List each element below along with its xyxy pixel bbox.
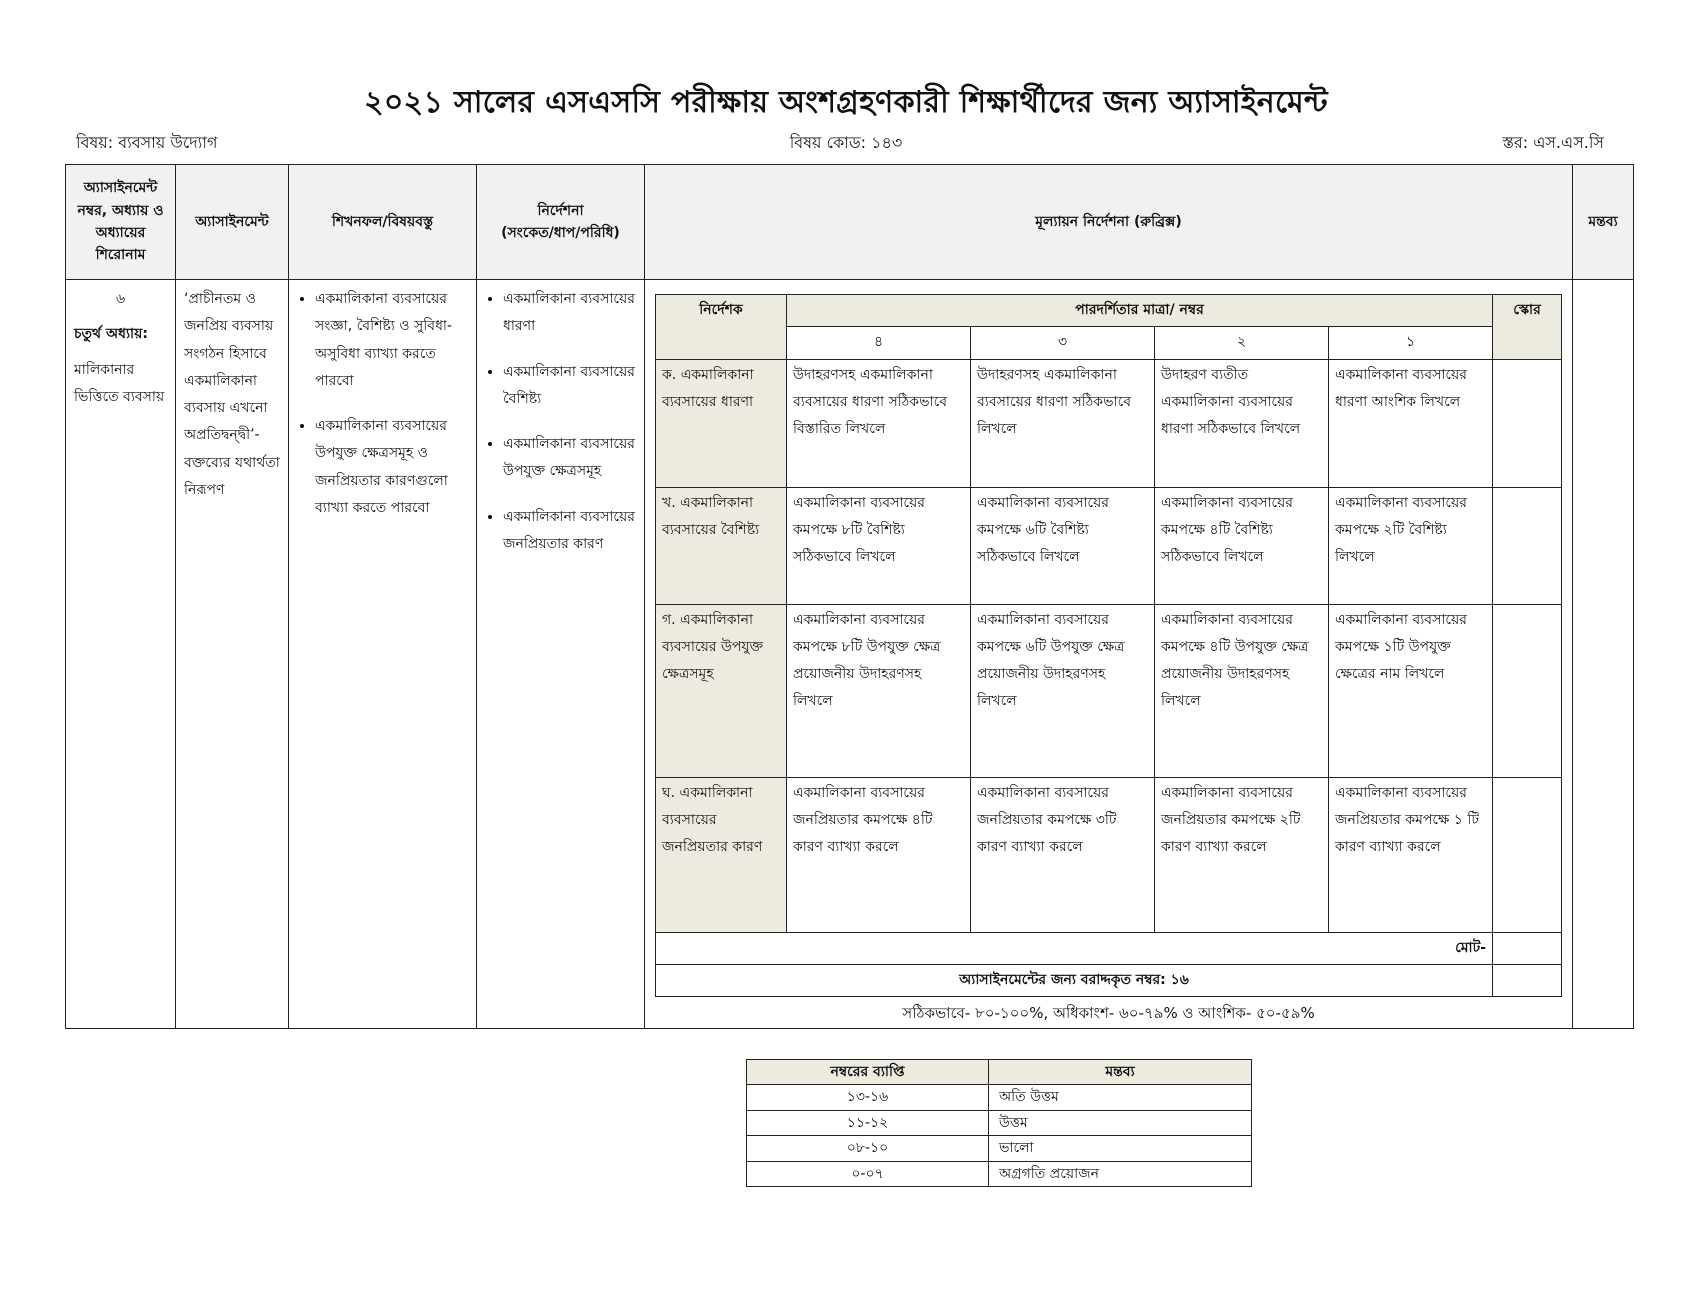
grade-row — [747, 1085, 1252, 1110]
rubric-criterion: ঘ. একমালিকানা ব্যবসায়ের জনপ্রিয়তার কারণ — [656, 777, 787, 932]
rubric-cell-level4: একমালিকানা ব্যবসায়ের কমপক্ষে ৮টি উপযুক্ত ক্ষেত্র প্রয়োজনীয় উদাহরণসহ লিখলে — [787, 604, 971, 777]
grade-remark: উত্তম — [989, 1110, 1252, 1135]
instruction-item: • একমালিকানা ব্যবসায়ের বৈশিষ্ট্য — [503, 359, 636, 414]
grade-range-table — [746, 1059, 1252, 1187]
rubric-cell-level4: উদাহরণসহ একমালিকানা ব্যবসায়ের ধারণা সঠিকভাবে বিস্তারিত লিখলে — [787, 359, 971, 487]
header-assignment: অ্যাসাইনমেন্ট — [176, 165, 289, 280]
grade-row — [747, 1136, 1252, 1161]
rubric-score-cell — [1493, 359, 1562, 487]
header-instructions-line1: নির্দেশনা — [537, 202, 584, 219]
grade-remark: অতি উত্তম — [989, 1085, 1252, 1110]
rubric-score-cell — [1493, 604, 1562, 777]
rubric-cell-level3: একমালিকানা ব্যবসায়ের কমপক্ষে ৬টি বৈশিষ্ট্য সঠিকভাবে লিখলে — [971, 487, 1155, 604]
grade-range: ১১-১২ — [747, 1110, 989, 1135]
outcome-item: • একমালিকানা ব্যবসায়ের উপযুক্ত ক্ষেত্রসমূহ ও জনপ্রিয়তার কারণগুলো ব্যাখ্যা করতে পারবো — [315, 413, 468, 522]
grade-range: ০৮-১০ — [747, 1136, 989, 1161]
instructions-cell — [477, 280, 645, 1029]
rubric-cell-level4: একমালিকানা ব্যবসায়ের কমপক্ষে ৮টি বৈশিষ্ট্য সঠিকভাবে লিখলে — [787, 487, 971, 604]
rubric-cell — [645, 280, 1573, 1029]
header-learning-outcome: শিখনফল/বিষয়বস্তু — [289, 165, 477, 280]
outcomes-cell — [289, 280, 477, 1029]
rubric-cell-level1: একমালিকানা ব্যবসায়ের কমপক্ষে ২টি বৈশিষ্ট্য লিখলে — [1329, 487, 1493, 604]
rubric-total-score — [1493, 932, 1562, 964]
outcomes-list — [297, 286, 468, 522]
chapter-cell — [66, 280, 176, 1029]
level-label: স্তর: এস.এস.সি — [1502, 133, 1604, 152]
header-remark: মন্তব্য — [1573, 165, 1634, 280]
rubric-cell-level2: একমালিকানা ব্যবসায়ের কমপক্ষে ৪টি উপযুক্ত ক্ষেত্র প্রয়োজনীয় উদাহরণসহ লিখলে — [1155, 604, 1329, 777]
rubric-criterion: গ. একমালিকানা ব্যবসায়ের উপযুক্ত ক্ষেত্রসমূহ — [656, 604, 787, 777]
rubric-cell-level2: উদাহরণ ব্যতীত একমালিকানা ব্যবসায়ের ধারণা সঠিকভাবে লিখলে — [1155, 359, 1329, 487]
rubric-cell-level1: একমালিকানা ব্যবসায়ের জনপ্রিয়তার কমপক্ষে ১ টি কারণ ব্যাখ্যা করলে — [1329, 777, 1493, 932]
document-title: ২০২১ সালের এসএসসি পরীক্ষায় অংশগ্রহণকারী শিক্ষার্থীদের জন্য অ্যাসাইনমেন্ট — [364, 85, 1328, 120]
rubric-criteria-header: নির্দেশক — [656, 295, 787, 360]
rubric-score-cell — [1493, 487, 1562, 604]
rubric-cell-level2: একমালিকানা ব্যবসায়ের কমপক্ষে ৪টি বৈশিষ্ট্য সঠিকভাবে লিখলে — [1155, 487, 1329, 604]
instruction-item: • একমালিকানা ব্যবসায়ের উপযুক্ত ক্ষেত্রসমূহ — [503, 431, 636, 486]
rubric-cell-level3: একমালিকানা ব্যবসায়ের জনপ্রিয়তার কমপক্ষে ৩টি কারণ ব্যাখ্যা করলে — [971, 777, 1155, 932]
header-instructions-line2: (সংকেত/ধাপ/পরিধি) — [501, 225, 620, 241]
rubric-criterion: ক. একমালিকানা ব্যবসায়ের ধারণা — [656, 359, 787, 487]
grade-range: ১৩-১৬ — [747, 1085, 989, 1110]
instruction-item: • একমালিকানা ব্যবসায়ের ধারণা — [503, 286, 636, 341]
remark-cell — [1573, 280, 1634, 1029]
rubric-score-header: স্কোর — [1493, 295, 1562, 360]
instruction-item: • একমালিকানা ব্যবসায়ের জনপ্রিয়তার কারণ — [503, 504, 636, 559]
rubric-cell-level3: একমালিকানা ব্যবসায়ের কমপক্ষে ৬টি উপযুক্ত ক্ষেত্র প্রয়োজনীয় উদাহরণসহ লিখলে — [971, 604, 1155, 777]
rubric-cell-level4: একমালিকানা ব্যবসায়ের জনপ্রিয়তার কমপক্ষে ৪টি কারণ ব্যাখ্যা করলে — [787, 777, 971, 932]
rubric-cell-level1: একমালিকানা ব্যবসায়ের ধারণা আংশিক লিখলে — [1329, 359, 1493, 487]
assignment-text: ‘প্রাচীনতম ও জনপ্রিয় ব্যবসায় সংগঠন হিসাবে একমালিকানা ব্যবসায় এখনো অপ্রতিদ্বন্দ্বী’- বক্তব্যের যথার্থতা নিরূপণ — [184, 291, 280, 499]
rubric-cell-level3: উদাহরণসহ একমালিকানা ব্যবসায়ের ধারণা সঠিকভাবে লিখলে — [971, 359, 1155, 487]
rubric-level: ২ — [1155, 327, 1329, 359]
subject-code-label: বিষয় কোড: ১৪৩ — [789, 133, 903, 152]
rubric-allotted-marks: অ্যাসাইনমেন্টের জন্য বরাদ্দকৃত নম্বর: ১৬ — [656, 964, 1493, 996]
rubric-level: ১ — [1329, 327, 1493, 359]
grade-header-remark: মন্তব্য — [989, 1060, 1252, 1085]
header-instructions — [477, 165, 645, 280]
grade-range: ০-০৭ — [747, 1161, 989, 1186]
header-assignment-chapter: অ্যাসাইনমেন্ট নম্বর, অধ্যায় ও অধ্যায়ের শিরোনাম — [66, 165, 176, 280]
rubric-score-cell — [1493, 777, 1562, 932]
rubric-levels-header: পারদর্শিতার মাত্রা/ নম্বর — [787, 295, 1493, 327]
chapter-label: চতুর্থ অধ্যায়: — [74, 326, 148, 343]
subject-label: বিষয়: ব্যবসায় উদ্যোগ — [76, 133, 218, 152]
rubric-cell-level2: একমালিকানা ব্যবসায়ের জনপ্রিয়তার কমপক্ষে ২টি কারণ ব্যাখ্যা করলে — [1155, 777, 1329, 932]
rubric-level: ৪ — [787, 327, 971, 359]
header-evaluation: মূল্যায়ন নির্দেশনা (রুব্রিক্স) — [645, 165, 1573, 280]
assignment-cell — [176, 280, 289, 1029]
rubric-cell-level1: একমালিকানা ব্যবসায়ের কমপক্ষে ১টি উপযুক্ত ক্ষেত্রের নাম লিখলে — [1329, 604, 1493, 777]
rubric-allotted-score — [1493, 964, 1562, 996]
chapter-title: মালিকানার ভিত্তিতে ব্যবসায় — [74, 361, 165, 405]
percent-note: সঠিকভাবে- ৮০-১০০%, অধিকাংশ- ৬০-৭৯% ও আংশিক- ৫০-৫৯% — [902, 1004, 1315, 1023]
rubric-total-label: মোট- — [656, 932, 1493, 964]
assignment-table — [65, 164, 1634, 1029]
grade-remark: অগ্রগতি প্রয়োজন — [989, 1161, 1252, 1186]
rubric-level: ৩ — [971, 327, 1155, 359]
grade-row — [747, 1110, 1252, 1135]
instructions-list — [485, 286, 636, 558]
grade-row — [747, 1161, 1252, 1186]
grade-remark: ভালো — [989, 1136, 1252, 1161]
assignment-number: ৬ — [115, 291, 126, 307]
rubric-table — [655, 294, 1562, 997]
outcome-item: • একমালিকানা ব্যবসায়ের সংজ্ঞা, বৈশিষ্ট্য ও সুবিধা-অসুবিধা ব্যাখ্যা করতে পারবো — [315, 286, 468, 395]
rubric-criterion: খ. একমালিকানা ব্যবসায়ের বৈশিষ্ট্য — [656, 487, 787, 604]
grade-header-range: নম্বরের ব্যাপ্তি — [747, 1060, 989, 1085]
